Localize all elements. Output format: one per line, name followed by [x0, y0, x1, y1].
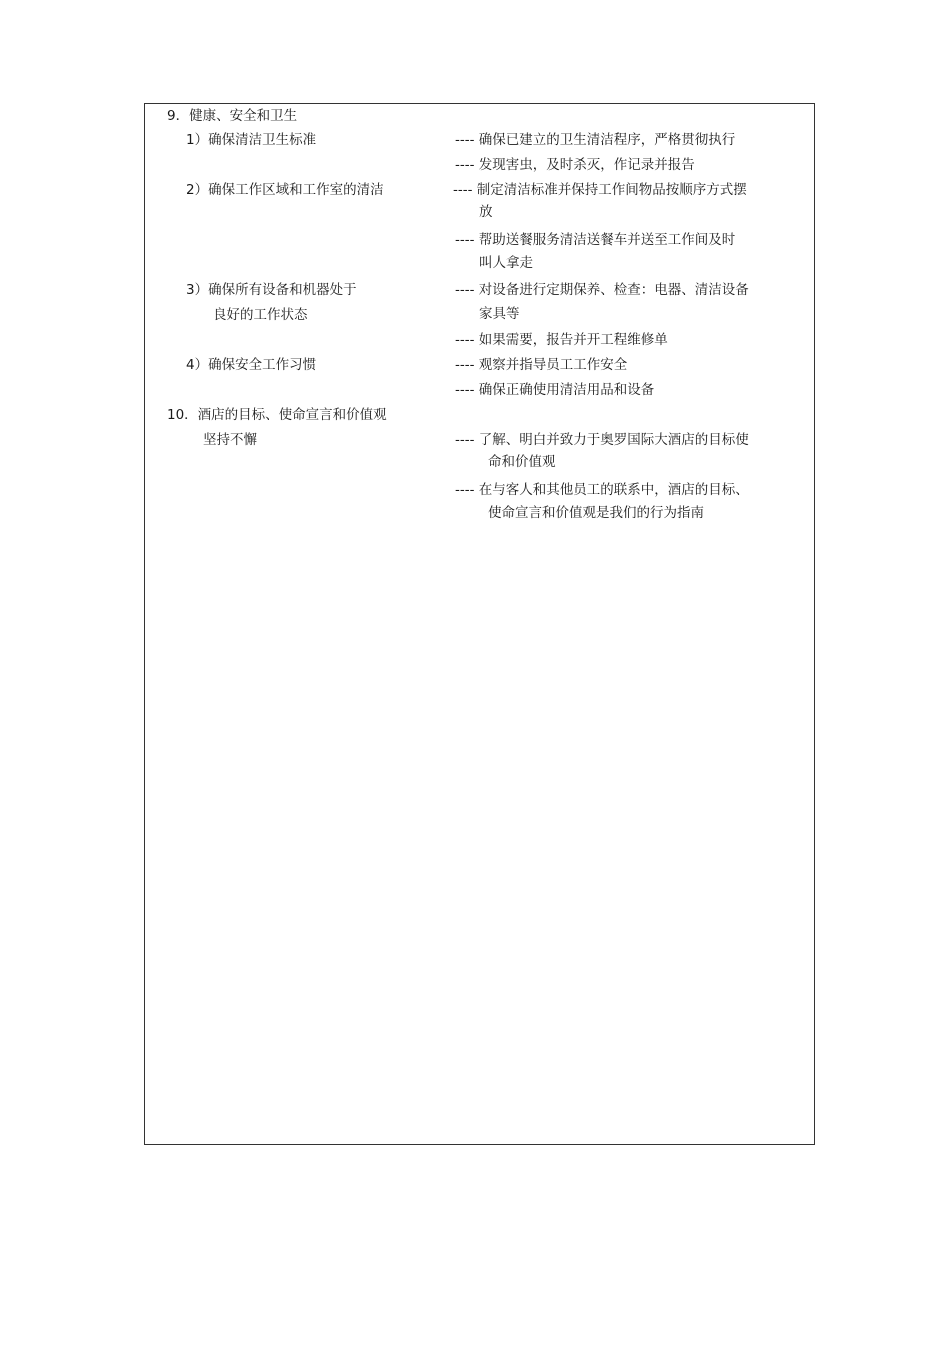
- item-2-duty-1-line-2: 放: [479, 204, 493, 220]
- item-3-title-line-2: 良好的工作状态: [213, 307, 308, 323]
- item-3-title-line-1: 3）确保所有设备和机器处于: [186, 282, 357, 298]
- item-4-title: 4）确保安全工作习惯: [186, 357, 317, 373]
- item-3-duty-1-line-2: 家具等: [479, 306, 520, 322]
- item-1-title: 1）确保清洁卫生标准: [186, 132, 317, 148]
- item-3-duty-2: ---- 如果需要，报告并开工程维修单: [455, 332, 668, 348]
- item-4-duty-1: ---- 观察并指导员工工作安全: [455, 357, 628, 373]
- section-10-heading: 10．酒店的目标、使命宣言和价值观: [167, 407, 387, 423]
- item-1-duty-1: ---- 确保已建立的卫生清洁程序，严格贯彻执行: [455, 132, 736, 148]
- section-9-heading: 9．健康、安全和卫生: [167, 108, 298, 124]
- item-2-duty-2-line-2: 叫人拿走: [479, 255, 533, 271]
- item-2-duty-1-line-1: ---- 制定清洁标准并保持工作间物品按顺序方式摆: [453, 182, 747, 198]
- section-10-duty-1-line-1: ---- 了解、明白并致力于奥罗国际大酒店的目标使: [455, 432, 749, 448]
- item-3-duty-1-line-1: ---- 对设备进行定期保养、检查：电器、清洁设备: [455, 282, 749, 298]
- section-10-duty-2-line-2: 使命宣言和价值观是我们的行为指南: [488, 505, 704, 521]
- item-2-duty-2-line-1: ---- 帮助送餐服务清洁送餐车并送至工作间及时: [455, 232, 736, 248]
- item-4-duty-2: ---- 确保正确使用清洁用品和设备: [455, 382, 655, 398]
- item-2-title: 2）确保工作区域和工作室的清洁: [186, 182, 384, 198]
- section-10-duty-1-line-2: 命和价值观: [488, 454, 556, 470]
- section-10-subheading: 坚持不懈: [203, 432, 257, 448]
- item-1-duty-2: ---- 发现害虫，及时杀灭，作记录并报告: [455, 157, 695, 173]
- section-10-duty-2-line-1: ---- 在与客人和其他员工的联系中，酒店的目标、: [455, 482, 749, 498]
